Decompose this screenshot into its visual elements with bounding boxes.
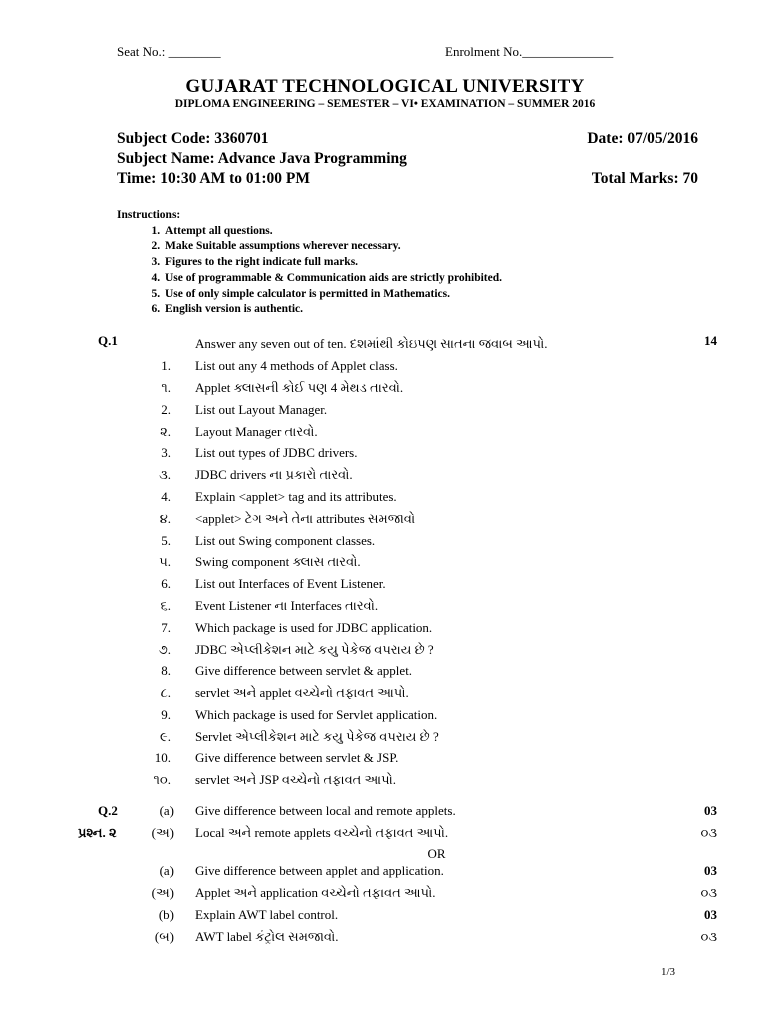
instruction-item: 6. English version is authentic. [163,302,502,318]
q2-item-text: Give difference between applet and application. [195,863,444,878]
q1-item-text: JDBC drivers ના પ્રકારો તારવો. [195,467,353,482]
q1-label: Q.1 [98,333,118,348]
q2-item-text: AWT label કંટ્રોલ સમજાવો. [195,929,339,944]
exam-time: Time: 10:30 AM to 01:00 PM [117,170,310,187]
subject-code: Subject Code: 3360701 [117,130,269,147]
q2-item-marks: ૦૩ [700,885,717,900]
q2-item-marks: ૦૩ [700,929,717,944]
q1-item-number: ૬. [160,598,171,613]
q1-item-text: Layout Manager તારવો. [195,424,318,439]
instructions-list [117,224,502,318]
q1-item-number: ૩. [159,467,171,482]
q1-item-number: ૫. [159,554,171,569]
instruction-item: 5. Use of only simple calculator is permitted in Mathematics. [163,287,502,303]
q1-item-text: List out Interfaces of Event Listener. [195,576,386,591]
q1-item-text: Servlet એપ્લીકેશન માટે કયુ પેકેજ વપરાય છે ? [195,729,439,744]
q1-item-text: Give difference between servlet & applet. [195,663,413,678]
q1-item-text: Swing component ક્લાસ તારવો. [195,554,361,569]
q1-item-text: Which package is used for JDBC application. [195,620,433,635]
q2-item-number: (b) [158,907,174,922]
q1-item-text: List out Layout Manager. [195,402,328,417]
exam-title: DIPLOMA ENGINEERING – SEMESTER – VI• EXAMINATION – SUMMER 2016 [174,98,596,110]
q1-item-number: 3. [161,445,171,460]
q1-item-number: 1. [161,358,171,373]
q2-item-marks: 03 [704,907,717,922]
enrolment-number-field: Enrolment No.______________ [445,44,614,59]
q2-item-text: Local અને remote applets વચ્ચેનો તફાવત આપો. [195,825,449,840]
q1-item-number: ૯. [160,729,171,744]
instruction-item: 4. Use of programmable & Communication aids are strictly prohibited. [163,271,502,287]
q1-item-text: servlet અને applet વચ્ચેનો તફાવત આપો. [195,685,409,700]
q1-item-text: <applet> ટેગ અને તેના attributes સમજાવો [195,511,416,526]
q1-item-text: Applet ક્લાસની કોઈ પણ 4 મેથડ તારવો. [195,380,404,395]
university-title: GUJARAT TECHNOLOGICAL UNIVERSITY [185,76,585,97]
q1-intro: Answer any seven out of ten. દશમાંથી કોઇપણ સાતના જવાબ આપો. [195,336,548,351]
q1-item-text: Event Listener ના Interfaces તારવો. [195,598,379,613]
q2-item-marks: 03 [704,863,717,878]
q1-item-number: 9. [161,707,171,722]
q1-item-number: ૪. [159,511,171,526]
q1-item-text: List out any 4 methods of Applet class. [195,358,398,373]
q2-item-number: (a) [159,863,174,878]
q2-label-gujarati: પ્રશ્ન. ૨ [78,825,117,840]
q1-item-number: 8. [161,663,171,678]
q2-item-number: (બ) [154,929,174,944]
page-number: 1/3 [660,966,675,978]
q1-item-text: List out Swing component classes. [195,533,376,548]
instructions-block [117,208,502,318]
q2-item-text: Give difference between local and remote applets. [195,803,456,818]
q2-item-text: Applet અને application વચ્ચેનો તફાવત આપો. [195,885,436,900]
q2-label: Q.2 [98,803,118,818]
q1-item-number: 2. [161,402,171,417]
seat-number-field: Seat No.: ________ [117,44,221,59]
q1-item-number: ૧૦. [153,772,171,787]
exam-date: Date: 07/05/2016 [587,130,698,147]
instruction-item: 1. Attempt all questions. [163,224,502,240]
q2-item-number: (અ) [151,825,174,840]
q2-item-text: Explain AWT label control. [195,907,339,922]
q1-item-number: ૧. [161,380,171,395]
q1-item-number: ૮. [160,685,171,700]
subject-name: Subject Name: Advance Java Programming [117,150,407,167]
q1-item-text: Give difference between servlet & JSP. [195,750,399,765]
q1-item-number: 4. [161,489,171,504]
q1-item-number: ૭. [158,642,171,657]
q1-item-number: 6. [161,576,171,591]
instruction-item: 2. Make Suitable assumptions wherever necessary. [163,239,502,255]
instructions-title: Instructions: [117,209,181,221]
q1-item-number: 10. [154,750,171,765]
q1-item-text: List out types of JDBC drivers. [195,445,358,460]
q1-item-text: servlet અને JSP વચ્ચેનો તફાવત આપો. [195,772,397,787]
q2-item-number: (a) [159,803,174,818]
q1-item-text: JDBC એપ્લીકેશન માટે કયુ પેકેજ વપરાય છે ? [195,642,434,657]
q2-item-marks: ૦૩ [700,825,717,840]
q1-item-text: Explain <applet> tag and its attributes. [195,489,397,504]
q2-item-number: (અ) [151,885,174,900]
q1-item-number: ૨. [160,424,171,439]
total-marks: Total Marks: 70 [591,170,698,187]
or-separator: OR [427,846,446,861]
q1-marks: 14 [704,333,717,348]
q1-item-number: 5. [161,533,171,548]
q2-item-marks: 03 [704,803,717,818]
q1-item-text: Which package is used for Servlet application. [195,707,438,722]
q1-item-number: 7. [161,620,171,635]
instruction-item: 3. Figures to the right indicate full marks. [163,255,502,271]
